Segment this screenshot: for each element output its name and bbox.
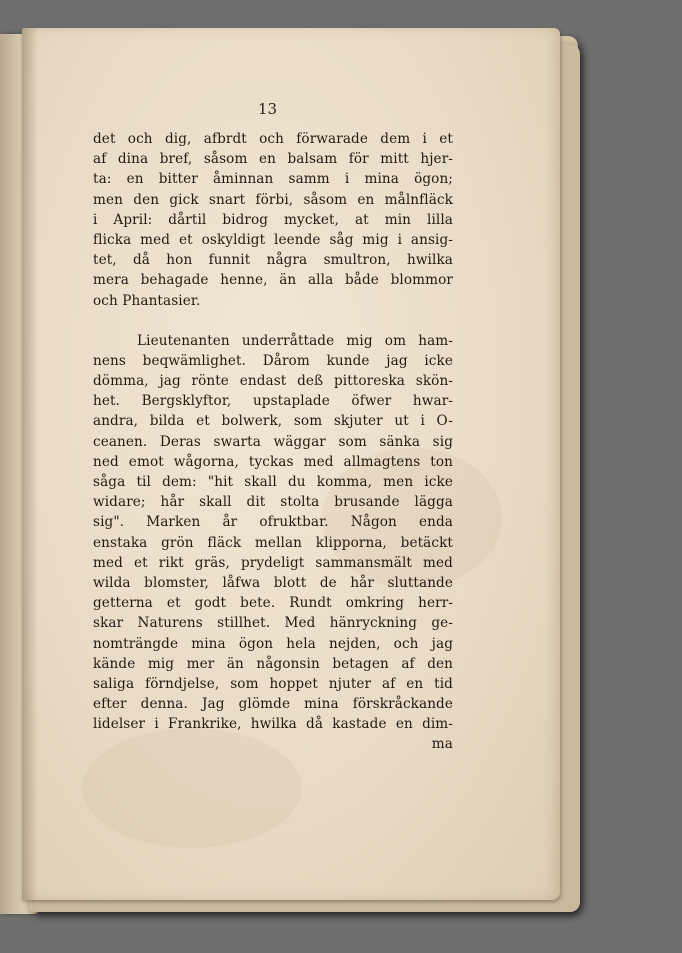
text-line: saliga förndjelse, som hoppet njuter af en tid	[93, 675, 453, 692]
text-line: tet, då hon funnit några smultron, hwilka	[93, 252, 453, 269]
text-line: med et rikt gräs, prydeligt sammansmält med	[93, 554, 453, 571]
paragraph-gap	[93, 311, 453, 331]
text-line: ma	[431, 736, 453, 753]
text-line: nomträngde mina ögon hela nejden, och jag	[93, 635, 453, 652]
text-line: efter denna. Jag glömde mina förskråckande	[93, 696, 453, 713]
text-line: mera behagade henne, än alla både blommor	[93, 272, 453, 289]
text-line: ceanen. Deras swarta wäggar som sänka sig	[93, 433, 453, 450]
text-line: lidelser i Frankrike, hwilka då kastade en dim-	[93, 716, 453, 733]
text-line: och Phantasier.	[93, 292, 201, 309]
text-line: andra, bilda et bolwerk, som skjuter ut i O-	[93, 413, 453, 430]
text-line: kände mig mer än någonsin betagen af den	[93, 655, 453, 672]
text-line: getterna et godt bete. Rundt omkring herr-	[93, 595, 453, 612]
page-gutter	[22, 28, 38, 900]
text-line: Lieutenanten underråttade mig om ham-	[137, 332, 453, 349]
text-line: såga til dem: "hit skall du komma, men icke	[93, 474, 453, 490]
text-line: ta: en bitter åminnan samm i mina ögon;	[93, 171, 453, 188]
text-line: het. Bergsklyftor, upstaplade öfwer hwar-	[93, 393, 453, 410]
text-line: flicka med et oskyldigt leende såg mig i ansig-	[93, 231, 453, 248]
text-line: det och dig, afbrdt och förwarade dem i et	[93, 131, 453, 147]
text-line: af dina bref, såsom en balsam för mitt hjer-	[93, 151, 453, 168]
text-line: men den gick snart förbi, såsom en målnfläck	[93, 191, 453, 208]
page-text	[93, 129, 453, 755]
text-line: nens beqwämlighet. Dårom kunde jag icke	[93, 352, 453, 369]
text-line: widare; hår skall dit stolta brusande lägga	[93, 494, 453, 511]
text-line: i April: dårtil bidrog mycket, at min lilla	[93, 211, 453, 228]
text-line: wilda blomster, låfwa blott de hår sluttande	[93, 574, 453, 591]
page-number: 13	[258, 100, 278, 118]
text-line: sig". Marken år ofruktbar. Någon enda	[93, 514, 453, 531]
text-line: dömma, jag rönte endast deß pittoreska skön-	[93, 373, 453, 390]
text-line: ned emot wågorna, tyckas med allmagtens ton	[93, 453, 453, 470]
text-line: enstaka grön fläck mellan klipporna, betäckt	[93, 534, 453, 551]
text-line: skar Naturens stillhet. Med hänryckning ge-	[93, 615, 453, 632]
